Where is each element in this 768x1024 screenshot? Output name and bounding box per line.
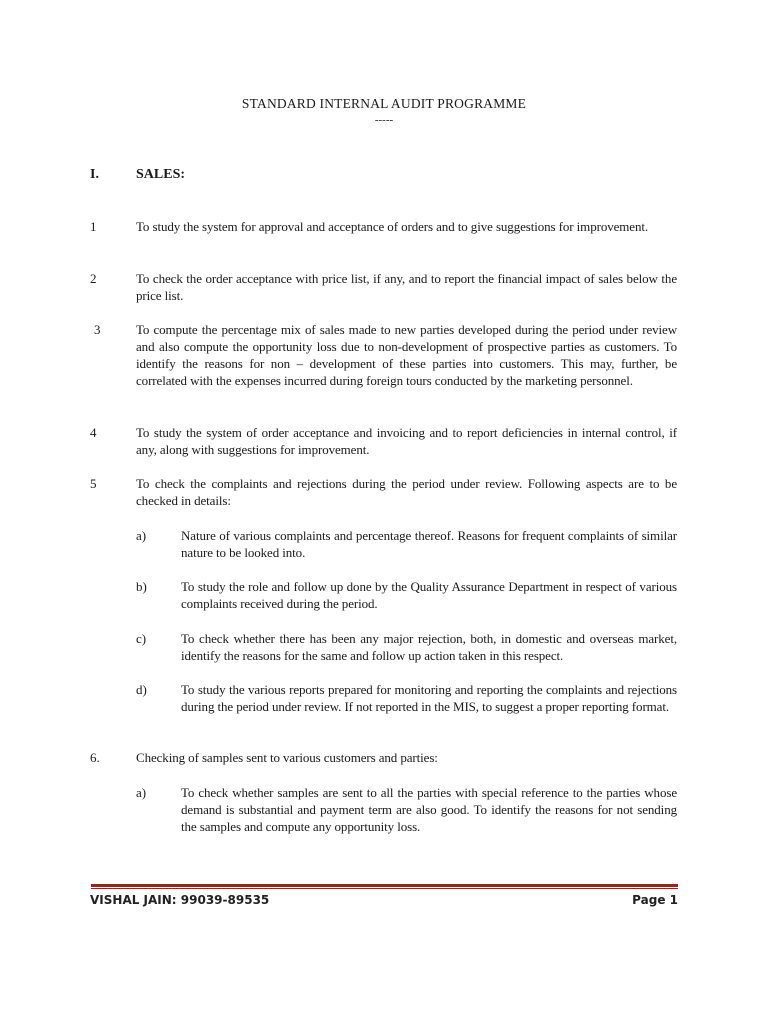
- sub-item-label: d): [136, 682, 147, 697]
- footer-rule-thin: [91, 888, 678, 889]
- sub-item-text: To check whether there has been any major rejection, both, in domestic and overseas market, identify the reasons for the same and follow up action taken in this respect.: [181, 631, 677, 663]
- item-number: 2: [90, 271, 97, 286]
- section-title: SALES:: [136, 167, 186, 182]
- item-number: 3: [94, 322, 101, 337]
- footer-author: VISHAL JAIN: 99039-89535: [90, 893, 270, 907]
- item-text: To check the order acceptance with price list, if any, and to report the financial impact of sales below the price list.: [136, 271, 677, 303]
- sub-item-text: Nature of various complaints and percentage thereof. Reasons for frequent complaints of similar nature to be looked into.: [181, 528, 677, 560]
- item-text: To check the complaints and rejections during the period under review. Following aspects are to be checked in details:: [136, 476, 677, 508]
- item-number: 6.: [90, 750, 100, 765]
- item-text: To study the system of order acceptance and invoicing and to report deficiencies in internal control, if any, along with suggestions for improvement.: [136, 425, 677, 457]
- section-number: I.: [90, 167, 99, 182]
- sub-item-text: To study the role and follow up done by the Quality Assurance Department in respect of various complaints received during the period.: [181, 579, 677, 611]
- sub-item-label: a): [136, 528, 147, 543]
- item-number: 4: [90, 425, 97, 440]
- page-number: Page 1: [632, 893, 678, 907]
- item-text: Checking of samples sent to various customers and parties:: [136, 750, 438, 765]
- item-number: 1: [90, 219, 97, 234]
- sub-item-label: a): [136, 785, 147, 800]
- sub-item-text: To study the various reports prepared for monitoring and reporting the complaints and rejections during the period under review. If not reported in the MIS, to suggest a proper reporting format.: [181, 682, 677, 714]
- sub-item-text: To check whether samples are sent to all the parties with special reference to the parties whose demand is substantial and payment term are also good. To identify the reasons for not sending the samples and compute any opportunity loss.: [181, 785, 677, 834]
- document-title: STANDARD INTERNAL AUDIT PROGRAMME: [241, 96, 527, 111]
- item-text: To compute the percentage mix of sales made to new parties developed during the period under review and also compute the opportunity loss due to non-development of prospective parties as customers. To identify the reasons for non – development of these parties into customers. This may, further, be correlated with the expenses incurred during foreign tours conducted by the marketing personnel.: [136, 322, 677, 388]
- footer-rule: [91, 884, 678, 887]
- item-text: To study the system for approval and acceptance of orders and to give suggestions for improvement.: [136, 219, 649, 234]
- sub-item-label: b): [136, 579, 147, 594]
- title-separator: -----: [374, 114, 394, 126]
- item-number: 5: [90, 476, 97, 491]
- sub-item-label: c): [136, 631, 147, 646]
